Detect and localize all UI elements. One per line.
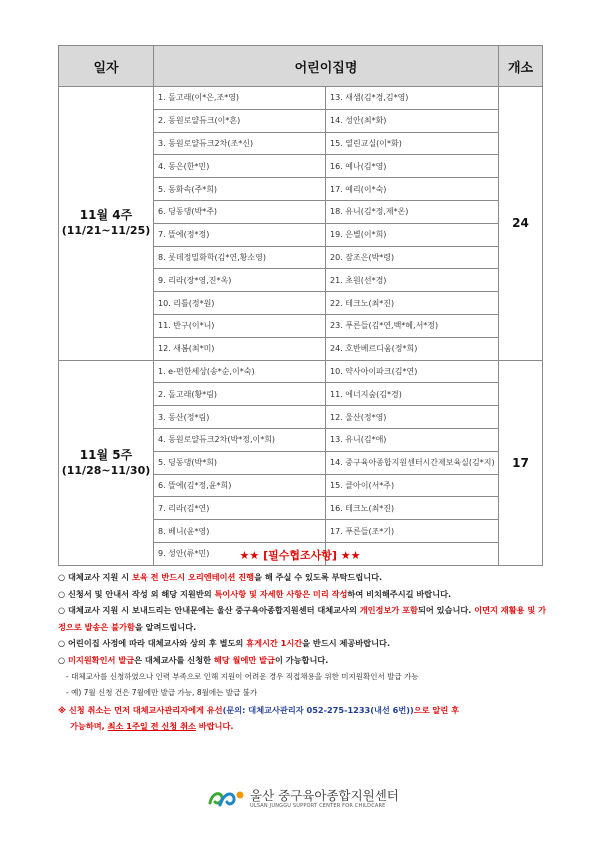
daycare-item: 10. 약사아이파크(김*연)	[326, 360, 499, 383]
cancel-notice	[58, 702, 548, 719]
count-cell: 24	[499, 87, 543, 361]
notice-text: 을 반드시 제공바랍니다.	[302, 638, 391, 649]
notice-title	[0, 547, 600, 563]
notice-highlight: 이면지 재활용 및 가정으로 발송은 불가함	[58, 605, 547, 632]
cancel-notice-cont	[58, 718, 548, 735]
table-row	[59, 87, 543, 110]
week-cell	[59, 87, 154, 361]
notice-highlight: 개인정보가 포함	[359, 605, 418, 616]
notice-text: 대체교사 지원 시	[65, 572, 132, 582]
count-cell: 17	[499, 360, 543, 565]
daycare-item: 6. 딩동댕(박*주)	[154, 200, 326, 223]
notice-text: 이 가능합니다.	[274, 654, 329, 665]
org-name: 울산 중구육아종합지원센터	[250, 788, 399, 803]
week-range: (11/28~11/30)	[61, 463, 151, 477]
bullet: ○	[58, 588, 66, 599]
daycare-item: 12. 새봄(최*미)	[154, 337, 326, 360]
daycare-item: 15. 열린교실(이*화)	[326, 132, 499, 155]
notice-title-text: [필수협조사항]	[263, 549, 337, 562]
daycare-item: 5. 동화속(주*희)	[154, 178, 326, 201]
table-header-row	[59, 46, 543, 87]
week-label: 11월 5주	[79, 447, 133, 462]
bullet: ○	[58, 638, 66, 649]
notice-text: 대체교사 지원 시 보내드리는 안내문에는 울산 중구육아종합지원센터 대체교사의	[65, 605, 360, 616]
daycare-item: 23. 푸른들(김*연,백*혜,서*정)	[326, 314, 499, 337]
notice-text: 을 해 주실 수 있도록 부탁드립니다.	[254, 572, 383, 582]
daycare-item: 6. 뜰에(김*정,윤*희)	[154, 474, 326, 497]
notice-sub-item: - 예) 7월 신청 건은 7월에만 발급 가능, 8월에는 발급 불가	[66, 688, 258, 698]
notice-stars-right: ★★	[340, 549, 361, 562]
center-logo-icon	[206, 787, 246, 811]
notice-highlight: 미지원확인서 발급	[68, 654, 135, 665]
bullet: ○	[58, 654, 66, 665]
daycare-item: 1. e-편한세상(송*순,이*숙)	[154, 360, 326, 383]
daycare-item: 16. 예나(김*영)	[326, 155, 499, 178]
notice-text: 은 대체교사를 신청한	[134, 654, 214, 665]
daycare-item: 7. 리라(김*연)	[154, 497, 326, 520]
notice-stars-left: ★★	[239, 549, 260, 562]
bullet: ○	[58, 572, 66, 582]
notice-item	[58, 586, 548, 603]
daycare-item: 15. 클아이(서*주)	[326, 474, 499, 497]
notice-text: 을 알려드립니다.	[134, 621, 197, 632]
daycare-item: 17. 예리(이*숙)	[326, 178, 499, 201]
daycare-item: 13. 유니(김*애)	[326, 428, 499, 451]
notice-list	[58, 569, 548, 735]
daycare-item: 19. 은별(이*희)	[326, 223, 499, 246]
schedule-table	[58, 45, 543, 566]
week-range: (11/21~11/25)	[61, 224, 151, 238]
table-row	[59, 360, 543, 383]
daycare-item: 8. 베니(윤*영)	[154, 520, 326, 543]
daycare-item: 17. 푸른들(조*기)	[326, 520, 499, 543]
header-daycare: 어린이집명	[154, 46, 499, 87]
reference-mark: ※	[58, 704, 66, 715]
cancel-text: 신청 취소는 먼저 대체교사관리자에게 유선	[65, 704, 223, 715]
daycare-item: 2. 동원로얄듀크(이*흔)	[154, 109, 326, 132]
daycare-item: 14. 중구육아종합지원센터시간제보육실(김*지)	[326, 451, 499, 474]
daycare-item: 11. 에너지숲(김*경)	[326, 383, 499, 406]
footer-org	[206, 786, 406, 812]
daycare-item: 24. 호반베르디움(정*희)	[326, 337, 499, 360]
notice-sub-item: - 대체교사를 신청하였으나 인력 부족으로 인해 지원이 어려운 경우 직접채용을 위한 미지원확인서 발급 가능	[66, 671, 419, 681]
cancel-deadline: 최소 1주일 전 신청 취소	[107, 721, 196, 732]
notice-text: 어린이집 사정에 따라 대체교사와 상의 후 별도의	[65, 638, 247, 649]
daycare-item: 7. 뜰에(정*정)	[154, 223, 326, 246]
daycare-item: 5. 딩동댕(박*희)	[154, 451, 326, 474]
org-name-en: ULSAN JUNGGU SUPPORT CENTER FOR CHILDCARE	[250, 803, 386, 809]
notice-item	[58, 569, 548, 586]
daycare-item: 9. 성안(류*민)	[154, 542, 326, 565]
cancel-text: 으로 알린 후	[413, 704, 460, 715]
daycare-item: 3. 동산(정*림)	[154, 406, 326, 429]
daycare-item: 4. 동은(한*민)	[154, 155, 326, 178]
notice-highlight: 휴게시간 1시간	[246, 638, 303, 649]
notice-item	[58, 652, 548, 669]
daycare-item: 13. 새샘(김*경,김*영)	[326, 87, 499, 110]
notice-highlight: 보육 전 반드시 오리엔테이션 진행	[131, 572, 255, 582]
week-cell	[59, 360, 154, 565]
cancel-text: 가능하며,	[70, 721, 108, 732]
notice-text: 하여 비치해주시길 바랍니다.	[347, 588, 452, 599]
notice-highlight: 특이사항 및 자세한 사항은 미리 작성	[214, 588, 348, 599]
daycare-item: 3. 동원로얄듀크2차(조*신)	[154, 132, 326, 155]
daycare-item: 14. 성안(최*화)	[326, 109, 499, 132]
notice-text: 신청서 및 안내서 작성 외 해당 지원반의	[65, 588, 215, 599]
cancel-text: 바랍니다.	[195, 721, 234, 732]
notice-item	[58, 602, 548, 635]
notice-highlight: 해당 월에만 발급	[213, 654, 275, 665]
bullet: ○	[58, 605, 66, 616]
daycare-item: 2. 돌고래(황*림)	[154, 383, 326, 406]
daycare-item: 1. 돌고래(이*은,조*영)	[154, 87, 326, 110]
daycare-item: 9. 리라(장*영,진*옥)	[154, 269, 326, 292]
daycare-item: 18. 유니(김*정,제*온)	[326, 200, 499, 223]
daycare-item: 16. 테크노(최*진)	[326, 497, 499, 520]
daycare-item: 12. 울산(정*영)	[326, 406, 499, 429]
notice-item	[58, 635, 548, 652]
contact-info: (문의: 대체교사관리자 052-275-1233(내선 6번))	[222, 704, 414, 715]
daycare-item: 4. 동원로얄듀크2차(박*정,이*희)	[154, 428, 326, 451]
daycare-item: 11. 반구(이*니)	[154, 314, 326, 337]
week-label: 11월 4주	[79, 208, 133, 223]
daycare-item: 8. 롯데정밀화학(김*연,황소영)	[154, 246, 326, 269]
daycare-item: 21. 초원(선*경)	[326, 269, 499, 292]
daycare-item: 20. 잠조은(박*령)	[326, 246, 499, 269]
notice-text: 되어 있습니다.	[417, 605, 475, 616]
header-count: 개소	[499, 46, 543, 87]
header-date: 일자	[59, 46, 154, 87]
daycare-item: 22. 테크노(최*진)	[326, 292, 499, 315]
daycare-item: 10. 리틀(정*원)	[154, 292, 326, 315]
